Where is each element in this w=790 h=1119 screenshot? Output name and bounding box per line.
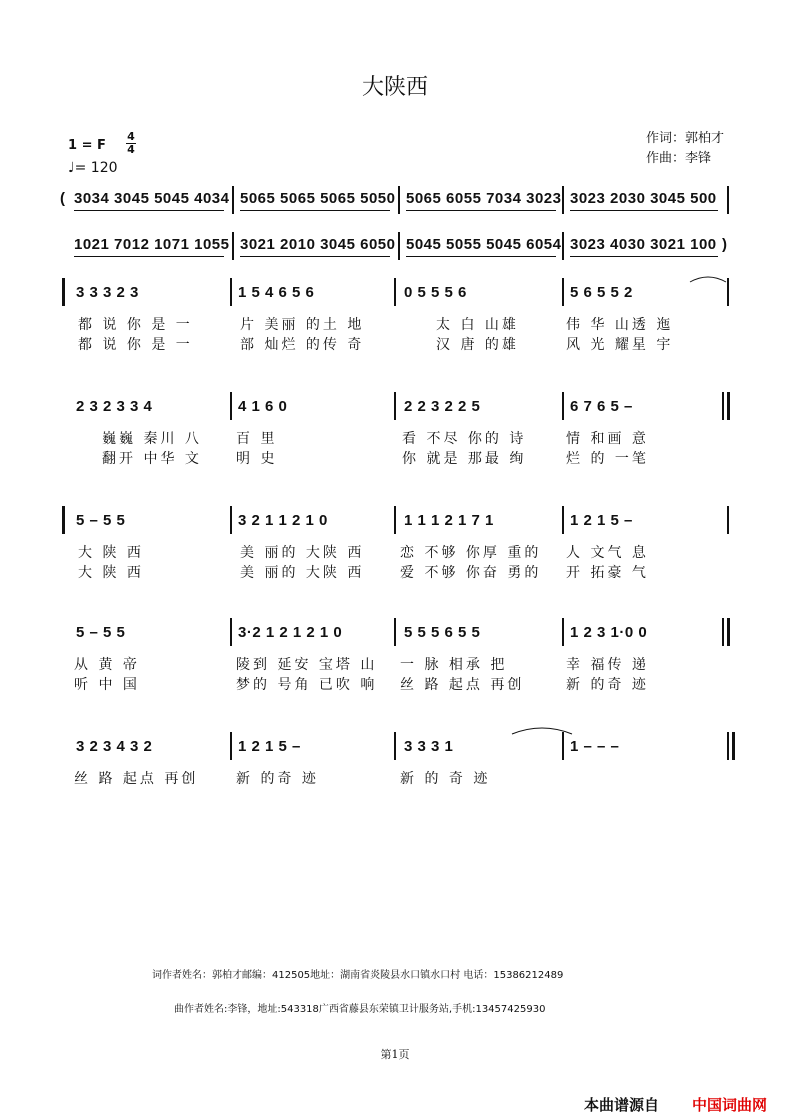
prelude-1-measure-1: 3034 3045 5045 4034 — [74, 190, 230, 207]
final-thin-bar — [727, 732, 729, 760]
system-3-lyrics-1-m3: 恋 不够 你厚 重的 — [400, 545, 542, 561]
barline — [394, 278, 396, 306]
system-2-lyrics-1-m4: 情 和画 意 — [566, 431, 649, 447]
system-4-lyrics-1-m4: 幸 福传 递 — [566, 657, 649, 673]
system-4-measure-4: 1 2 3 1·0 0 — [570, 624, 648, 641]
prelude-close-paren: ) — [722, 236, 728, 253]
barline — [562, 186, 564, 214]
barline — [394, 506, 396, 534]
system-3-lyrics-2-m1: 大 陕 西 — [78, 565, 144, 581]
repeat-start-bar — [62, 278, 65, 306]
system-4-lyrics-1-m3: 一 脉 相承 把 — [400, 657, 508, 673]
system-4-measure-2: 3·2 1 2 1 2 1 0 — [238, 624, 343, 641]
tie-arc — [510, 722, 574, 736]
prelude-2-measure-2: 3021 2010 3045 6050 — [240, 236, 396, 253]
system-3-lyrics-1-m2: 美 丽的 大陕 西 — [240, 545, 365, 561]
system-2-measure-2: 4 1 6 0 — [238, 398, 288, 415]
system-4-measure-3: 5 5 5 6 5 5 — [404, 624, 481, 641]
system-4-lyrics-1-m2: 陵到 延安 宝塔 山 — [236, 657, 378, 673]
system-3-lyrics-1-m1: 大 陕 西 — [78, 545, 144, 561]
system-5-measure-3: 3 3 3 1 — [404, 738, 454, 755]
system-2-measure-3: 2 2 3 2 2 5 — [404, 398, 481, 415]
system-1-measure-3: 0 5 5 5 6 — [404, 284, 467, 301]
time-signature — [126, 131, 136, 156]
barline — [394, 392, 396, 420]
system-4-lyrics-2-m3: 丝 路 起点 再创 — [400, 677, 525, 693]
system-3-measure-1: 5 – 5 5 — [76, 512, 126, 529]
system-2-lyrics-2-m3: 你 就是 那最 绚 — [402, 451, 527, 467]
underline — [406, 256, 556, 257]
prelude-1-measure-2: 5065 5065 5065 5050 — [240, 190, 396, 207]
underline — [240, 256, 390, 257]
system-4-lyrics-2-m1: 听 中 国 — [74, 677, 140, 693]
underline — [406, 210, 556, 211]
barline — [230, 732, 232, 760]
barline — [562, 618, 564, 646]
system-1-lyrics-1-m1: 都 说 你 是 一 — [78, 317, 193, 333]
repeat-start-bar — [62, 506, 65, 534]
system-3-measure-4: 1 2 1 5 – — [570, 512, 633, 529]
system-4-measure-1: 5 – 5 5 — [76, 624, 126, 641]
system-1-measure-2: 1 5 4 6 5 6 — [238, 284, 315, 301]
system-5-measure-1: 3 2 3 4 3 2 — [76, 738, 153, 755]
system-2-lyrics-2-m1: 翻开 中华 文 — [102, 451, 202, 467]
time-sig-bottom: 4 — [127, 143, 135, 156]
system-5-lyrics-1-m2: 新 的奇 迹 — [236, 771, 319, 787]
barline — [562, 232, 564, 260]
system-1-lyrics-1-m3: 太 白 山雄 — [436, 317, 519, 333]
source-site-link[interactable]: 中国词曲网 — [692, 1096, 768, 1114]
barline — [562, 392, 564, 420]
system-1-lyrics-2-m3: 汉 唐 的雄 — [436, 337, 519, 353]
tempo-marking: ♩= 120 — [68, 160, 118, 176]
system-1-lyrics-2-m1: 都 说 你 是 一 — [78, 337, 193, 353]
system-3-lyrics-2-m2: 美 丽的 大陕 西 — [240, 565, 365, 581]
composer-credit: 作曲：李锋 — [646, 151, 712, 166]
system-4-lyrics-2-m4: 新 的奇 迹 — [566, 677, 649, 693]
tie-arc — [688, 272, 728, 284]
underline — [570, 210, 718, 211]
key-signature: 1 = F — [68, 138, 106, 153]
score-title: 大陕西 — [361, 75, 428, 100]
system-1-measure-4: 5 6 5 5 2 — [570, 284, 633, 301]
lyricist-info: 词作者姓名：郭柏才邮编：412505地址：湖南省炎陵县水口镇水口村 电话：15386212489 — [152, 970, 564, 981]
barline — [562, 278, 564, 306]
system-1-measure-1: 3 3 3 2 3 — [76, 284, 139, 301]
system-2-measure-4: 6 7 6 5 – — [570, 398, 633, 415]
barline — [230, 618, 232, 646]
barline — [232, 186, 234, 214]
prelude-2-measure-3: 5045 5055 5045 6054 — [406, 236, 562, 253]
barline — [232, 232, 234, 260]
barline — [230, 392, 232, 420]
lyricist-credit: 作词：郭柏才 — [646, 131, 725, 146]
system-1-lyrics-2-m4: 风 光 耀星 宇 — [566, 337, 674, 353]
repeat-end-thin-bar — [722, 618, 724, 646]
repeat-end-bar — [727, 392, 730, 420]
system-2-lyrics-2-m4: 烂 的 一笔 — [566, 451, 649, 467]
system-3-lyrics-2-m3: 爱 不够 你奋 勇的 — [400, 565, 542, 581]
time-sig-top: 4 — [127, 130, 135, 143]
system-3-measure-3: 1 1 1 2 1 7 1 — [404, 512, 494, 529]
prelude-1-measure-4: 3023 2030 3045 500 — [570, 190, 717, 207]
system-1-lyrics-1-m4: 伟 华 山透 迤 — [566, 317, 674, 333]
composer-info: 曲作者姓名:李锋，地址:543318广西省藤县东荣镇卫计服务站,手机:13457425930 — [174, 1004, 546, 1015]
underline — [74, 256, 224, 257]
system-3-measure-2: 3 2 1 1 2 1 0 — [238, 512, 328, 529]
final-bar — [732, 732, 735, 760]
barline — [230, 278, 232, 306]
system-4-lyrics-1-m1: 从 黄 帝 — [74, 657, 140, 673]
system-5-measure-4: 1 – – – — [570, 738, 620, 755]
system-3-lyrics-1-m4: 人 文气 息 — [566, 545, 649, 561]
barline — [727, 506, 729, 534]
prelude-open-paren: ( — [60, 190, 66, 207]
system-5-lyrics-1-m3: 新 的 奇 迹 — [400, 771, 491, 787]
barline — [727, 186, 729, 214]
barline — [394, 618, 396, 646]
source-label: 本曲谱源自 — [584, 1096, 660, 1114]
repeat-end-thin-bar — [722, 392, 724, 420]
underline — [570, 256, 718, 257]
barline — [398, 232, 400, 260]
barline — [562, 506, 564, 534]
prelude-1-measure-3: 5065 6055 7034 3023 — [406, 190, 562, 207]
system-1-lyrics-2-m2: 部 灿烂 的传 奇 — [240, 337, 365, 353]
system-1-lyrics-1-m2: 片 美丽 的土 地 — [240, 317, 365, 333]
barline — [394, 732, 396, 760]
underline — [240, 210, 390, 211]
underline — [74, 210, 224, 211]
system-4-lyrics-2-m2: 梦的 号角 已吹 响 — [236, 677, 378, 693]
prelude-2-measure-4: 3023 4030 3021 100 — [570, 236, 717, 253]
system-3-lyrics-2-m4: 开 拓豪 气 — [566, 565, 649, 581]
system-2-lyrics-1-m1: 巍巍 秦川 八 — [102, 431, 202, 447]
system-2-lyrics-1-m3: 看 不尽 你的 诗 — [402, 431, 527, 447]
system-5-measure-2: 1 2 1 5 – — [238, 738, 301, 755]
prelude-2-measure-1: 1021 7012 1071 1055 — [74, 236, 230, 253]
system-5-lyrics-1-m1: 丝 路 起点 再创 — [74, 771, 199, 787]
barline — [230, 506, 232, 534]
system-2-measure-1: 2 3 2 3 3 4 — [76, 398, 153, 415]
barline — [562, 732, 564, 760]
system-2-lyrics-2-m2: 明 史 — [236, 451, 278, 467]
system-2-lyrics-1-m2: 百 里 — [236, 431, 278, 447]
repeat-end-bar — [727, 618, 730, 646]
barline — [398, 186, 400, 214]
page-number: 第1页 — [380, 1048, 410, 1061]
